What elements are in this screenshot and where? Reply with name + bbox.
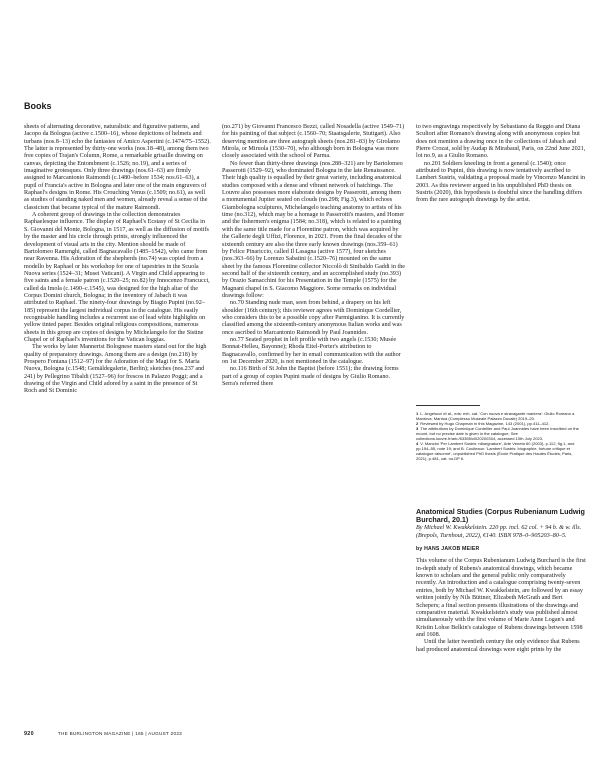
text-column-2 — [222, 124, 405, 388]
footnote — [416, 426, 584, 441]
review-title: Anatomical Studies (Corpus Rubenianum Ludwig Burchard, 20.1) — [416, 507, 585, 525]
page-footer — [24, 731, 182, 737]
footnote-text: Reviewed by Hugo Chapman in this Magazine, 143 (2001), pp.411–412. — [420, 421, 550, 427]
paragraph: Until the latter twentieth century the only evidence that Rubens had produced anatomical drawings were eight prints by the — [416, 639, 580, 653]
footnote-text: The attributions by Dominique Cordellier and Paul Joannides have been inscribed on the mount, but no precise date is given in the catalogue. See collections.louvre.fr/ark:/53355/cl020200304, accessed 10th July 2023. — [416, 426, 579, 442]
footnote-number: 2 — [416, 421, 419, 427]
review-byline: by HANS JAKOB MEIER — [416, 546, 480, 553]
page-number: 920 — [24, 731, 34, 737]
catalogue-entry: no.70 Standing nude man, seen from behind, a drapery on his left shoulder (16th century); this reviewer agrees with Dominique Cordellier, who considers this to be a possible copy after Parmigianino. It is currently classified among the sixteenth-century anonymous Italian works and was once ascribed to Marcantonio Raimondi by Paul Joannides. — [222, 300, 405, 336]
footnote-number: 4 — [416, 441, 419, 447]
paragraph: sheets of alternating decorative, naturalistic and figurative patterns, and Jacopo da Bologna (active c.1500–16), whose depictions of helmets and turbans (nos.8–13) echo the fantasies of Amico Aspertini (c.1474/75–1552). The latter is represented by thirty-one works (nos.18–48), among them two free copies of Trajan's Column, Rome, a remarkable grisaille drawing on canvas, depicting the Entombment (c.1526; no.19), and a series of imaginative grotesques. Only three drawings (nos.61–63) are firmly assigned to Marcantonio Raimondi (c.1480–before 1534; nos.61–63), a pupil of Francia's active in Bologna and later one of the main engravers of Raphael's designs in Rome. His Crouching Venus (c.1509; no.61), as well as studies of standing naked men and women, already reveal a sense of the classicism that became typical of the mature Raimondi. — [24, 124, 211, 211]
paragraph: A coherent group of drawings in the collection demonstrates Raphaelesque influence. The display of Raphael's Ecstasy of St Cecilia in S. Giovanni del Monte, Bologna, in 1517, as well as the diffusion of motifs by the master and his circle through prints, strongly influenced the development of visual arts in the city. Mention should be made of Bartolomeo Ramenghi, called Bagnacavallo (1485–1542), who came from near Ravenna. His Adoration of the shepherds (no.74) was copied from a modello by Raphael or his workshop for one of tapestries in the Scuola Nuova series (1524–31; Musei Vaticani). A Virgin and Child appearing to five saints and a female patron (c.1520–25; no.82) by Innocenzo Francucci, called da Imola (c.1490–c.1545), was designed for the high altar of the Corpus Domini church, Bologna; in the inventory of Jabach it was attributed to Raphael. The ninety-four drawings by Biagio Pupini (no.92–185) represent the largest individual corpus in the catalogue. His easily recognisable handling includes a recurrent use of lead white highlights on yellow tinted paper. Besides original religious compositions, numerous sheets in this group are copies of designs by Michelangelo for the Sistine Chapel or of Raphael's inventions for the Vatican loggias. — [24, 212, 210, 343]
paragraph: to two engravings respectively by Sebastiano da Reggio and Diana Scultori after Romano's drawing along with anonymous copies but does not mention a drawing once in the collections of Jabach and Pierre Crozat, sold by Audap & Mirabaud, Paris, on 22nd June 2021, lot no.9, as a Giulio Romano. — [416, 124, 586, 160]
section-heading: Books — [24, 101, 52, 111]
review-citation: By Michael W. Kwakkelstein. 220 pp. incl. 62 col. + 94 b. & w. ills. (Brepols, Turnhout, 2022), €140. ISBN 978–0–905203–80–5. — [416, 525, 582, 539]
text-column-3 — [416, 124, 586, 205]
footnote — [416, 411, 584, 421]
paragraph: (no.271) by Giovanni Francesco Bezzi, called Nosadella (active 1549–71) for his painting of that subject (c.1560–70; Staatsgalerie, Stuttgart). Also deserving mention are three autograph sheets (nos.281–83) by Girolamo Mirola, or Miruola (1530–70), who although born in Bologna was more closely associated with the school of Parma. — [222, 124, 405, 160]
footnote-number: 3 — [416, 426, 419, 432]
catalogue-entry: no.116 Birth of St John the Baptist (before 1551); the drawing forms part of a group of copies Pupini made of designs by Giulio Romano. Serra's referred there — [222, 366, 399, 388]
footnote-text: L. Angelucci et al., eds: exh. cat. 'Con nuova e stravagante maniera': Giulio Romano a Mantova, Mantua (Complesso Museale Palazzo Ducale) 2019–20. — [416, 411, 575, 422]
paragraph: The works by later Mannerist Bolognese masters stand out for the high quality of preparatory drawings. Among them are a design (no.218) by Prospero Fontana (1512–97) for the Adoration of the Magi for S. Maria Nuova, Bologna (c.1548; Gemäldegalerie, Berlin); sketches (nos.237 and 241) by Pellegrino Tibaldi (1527–96) for frescos in Palazzo Poggi; and a drawing of the Virgin and Child adored by a saint in the presence of St Roch and St Dominic — [24, 344, 207, 395]
footnotes — [416, 411, 584, 461]
text-column-1 — [24, 124, 211, 396]
book-review — [416, 508, 586, 654]
paragraph: No fewer than thirty-three drawings (nos.288–321) are by Bartolomeo Passerotti (1529–92), who dominated Bologna in the late Renaissance. Their high quality is equalled by their great variety, including anatomical studies composed with a dense and vibrant network of hatchings. The Louvre also possesses more elaborate designs by Passerotti, among them a monumental Jupiter seated on clouds (no.298; Fig.3), which echoes Giambologna sculptures, Michelangelo teaching anatomy to artists of his time (no.312), which may be a homage to Passerotti's masters, and Homer and the fishermen's enigma (1584; no.318), which is related to a painting with the same title made for a Florentine patron, which was acquired by the Gallerie degli Uffizi, Florence, in 2021. From the final decades of the sixteenth century are also the three early known drawings (nos.359–61) by Felice Pinariccio, called Il Lasagna (active 1577), four sketches (nos.363–66) by Lorenzo Sabatini (c.1520–76) mounted on the same sheet by the famous Florentine collector Niccolò di Sinibaldo Gaddi in the second half of the sixteenth century, and an accomplished study (no.393) by Orazio Samacchini for his Presentation in the Temple (1575) for the Magnani chapel in S. Giacomo Maggiore. Some remarks on individual drawings follow: — [222, 160, 405, 299]
publication-line: THE BURLINGTON MAGAZINE | 165 | AUGUST 2023 — [57, 731, 183, 736]
footnote-number: 1 — [416, 411, 419, 416]
catalogue-entry: no.77 Seated prophet in left profile with two angels (c.1530; Musée Bonnat-Helleu, Bayonne); Rhoda Eitel-Porter's attribution to Bagnacavallo, confirmed by her in email communication with the author on 1st December 2020, is not mentioned in the catalogue. — [222, 336, 401, 365]
footnote — [416, 441, 584, 461]
footnote-text: V. Mancini 'Per Lambert Sustris «disegnatore', Arte Veneta 60 (2003), p.112, fig.1, and pp.154–55, note 19; and B. Coulleaux: 'Lambert Sustris: biographie, fortune critique et catalogue raisonné', unpublished PhD thesis (École Pratique des Hautes Études, Paris, 2021), p.481, cat. no.DP 6. — [416, 441, 575, 462]
footnote-rule — [416, 405, 480, 406]
paragraph: This volume of the Corpus Rubenianum Ludwig Burchard is the first in-depth study of Rubens's anatomical drawings, which became known to scholars and the general public only comparatively recently. An introduction and a catalogue comprising twenty-seven entries, both by Michael W. Kwakkelstein, are followed by an essay written jointly by Nils Büttner, Elizabeth McGrath and Bert Schepers; a final section presents illustrations of the drawings and comparative material. Kwakkelstein's study was published almost simultaneously with the first volume of Marie Anne Logan's and Kristin Lohse Belkin's catalogue of Rubens drawings between 1598 and 1608. — [416, 558, 586, 638]
catalogue-entry: no.201 Soldiers kneeling in front a general (c.1540); once attributed to Pupini, this drawing is now tentatively ascribed to Lambert Sustris, validating a proposal made by Vincenzo Mancini in 2003. As this reviewer argued in his unpublished PhD thesis on Sustris (2020), this hypothesis is doubtful since the handling differs from the rare autograph drawings by the artist. — [416, 160, 586, 204]
